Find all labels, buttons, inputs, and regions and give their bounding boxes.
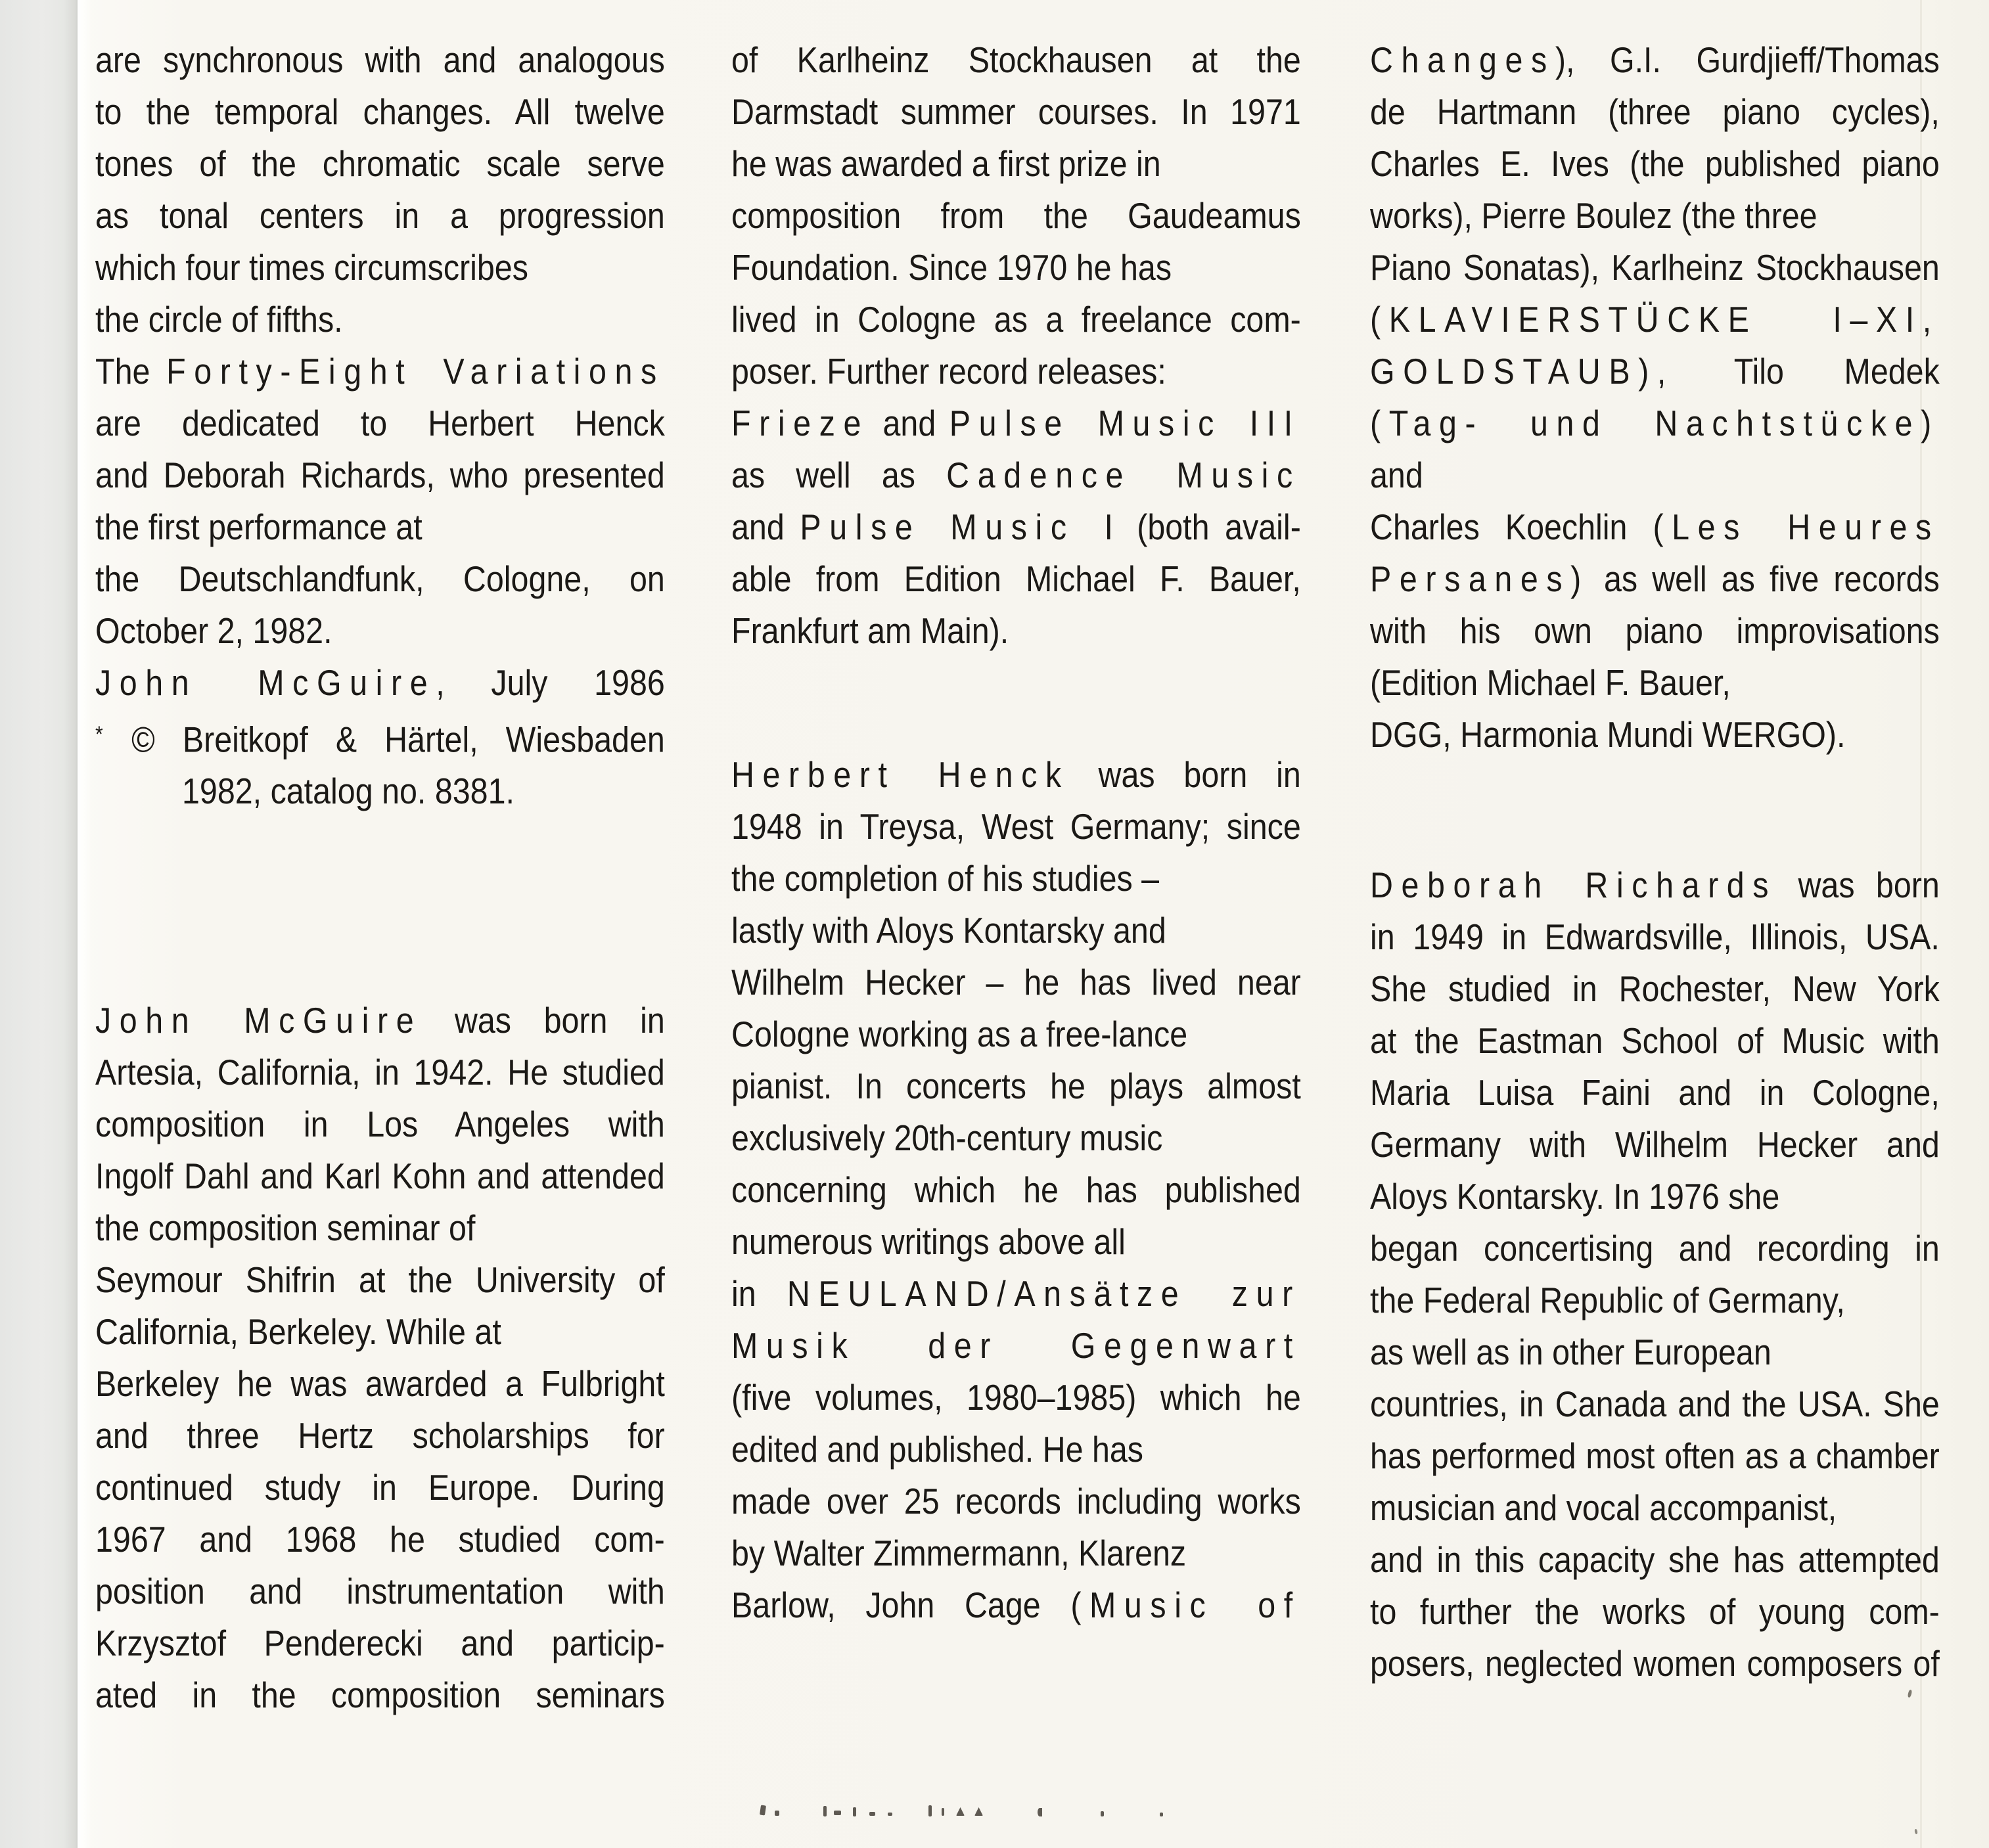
- text-line: began concertising and recording in: [1370, 1228, 1940, 1269]
- text-line: Herbert Henck was born in: [731, 754, 1301, 795]
- text-line: Ingolf Dahl and Karl Kohn and attended: [95, 1156, 665, 1197]
- text-line: lastly with Aloys Kontarsky and: [731, 910, 1166, 951]
- letterspaced-run: (Tag- und Nachtstücke): [1370, 403, 1940, 443]
- text-line: Berkeley he was awarded a Fulbright: [95, 1363, 665, 1405]
- letterspaced-run: John McGuire: [95, 662, 436, 703]
- text-line: Persanes) as well as five records: [1370, 558, 1940, 599]
- text-line: Frankfurt am Main).: [731, 610, 1009, 651]
- text-line: Cologne working as a free-lance: [731, 1014, 1188, 1054]
- text-line: posers, neglected women composers of: [1370, 1643, 1940, 1684]
- text-line: as well as in other European: [1370, 1332, 1772, 1372]
- text-line: composition in Los Angeles with: [95, 1104, 665, 1145]
- text-line: Frieze and Pulse Music III: [731, 403, 1301, 443]
- text-line: DGG, Harmonia Mundi WERGO).: [1370, 714, 1846, 755]
- text-line: continued study in Europe. During: [95, 1467, 665, 1508]
- letterspaced-run: Herbert Henck: [731, 754, 1070, 795]
- page-fold-highlight: [78, 0, 92, 1848]
- text-line: tones of the chromatic scale serve: [95, 143, 665, 184]
- text-line: as well as Cadence Music: [731, 455, 1301, 495]
- text-line: pianist. In concerts he plays almost: [731, 1066, 1301, 1106]
- letterspaced-run: Changes: [1370, 39, 1555, 80]
- text-line: Wilhelm Hecker – he has lived near: [731, 962, 1301, 1003]
- text-line: Maria Luisa Faini and in Cologne,: [1370, 1072, 1940, 1113]
- text-line: and Pulse Music I (both avail-: [731, 507, 1301, 547]
- text-line: October 2, 1982.: [95, 610, 332, 651]
- text-line: at the Eastman School of Music with: [1370, 1020, 1940, 1061]
- text-line: [1370, 294, 1940, 346]
- text-column-3: [1370, 34, 1940, 1690]
- text-line: 1967 and 1968 he studied com-: [95, 1519, 665, 1560]
- text-line: John McGuire was born in: [95, 1000, 665, 1041]
- text-line: countries, in Canada and the USA. She: [1370, 1384, 1940, 1424]
- text-line: Artesia, California, in 1942. He studied: [95, 1052, 665, 1093]
- letterspaced-run: NEULAND/Ansätze zur: [787, 1273, 1301, 1314]
- text-line: Piano Sonatas), Karlheinz Stockhausen: [1370, 247, 1940, 288]
- text-line: Darmstadt summer courses. In 1971: [731, 91, 1301, 132]
- text-line: numerous writings above all: [731, 1221, 1126, 1262]
- text-line: musician and vocal accompanist,: [1370, 1487, 1837, 1528]
- text-line: by Walter Zimmermann, Klarenz: [731, 1533, 1187, 1573]
- text-line: and in this capacity she has attempted: [1370, 1539, 1940, 1580]
- text-line: ated in the composition seminars: [95, 1675, 665, 1716]
- text-line: * © Breitkopf & Härtel, Wiesbaden: [95, 719, 665, 760]
- letterspaced-run: Cadence Music: [946, 455, 1301, 495]
- text-line: Deborah Richards was born: [1370, 865, 1940, 905]
- letterspaced-run: John McGuire: [95, 1000, 423, 1041]
- text-line: GOLDSTAUB), Tilo Medek: [1370, 351, 1940, 392]
- text-line: Krzysztof Penderecki and particip-: [95, 1623, 665, 1664]
- text-line: and Deborah Richards, who presented: [95, 455, 665, 495]
- text-line: The Forty-Eight Variations: [95, 351, 665, 392]
- text-line: to the temporal changes. All twelve: [95, 91, 665, 132]
- text-line: as tonal centers in a progression: [95, 195, 665, 236]
- letterspaced-run: (Les Heures: [1653, 507, 1940, 547]
- letterspaced-run: Forty-Eight Variations: [166, 351, 665, 392]
- text-line: Foundation. Since 1970 he has: [731, 247, 1172, 288]
- text-line: Seymour Shifrin at the University of: [95, 1259, 665, 1301]
- letterspaced-run: GOLDSTAUB),: [1370, 351, 1674, 392]
- text-line: edited and published. He has: [731, 1429, 1143, 1470]
- text-line: the completion of his studies –: [731, 858, 1160, 899]
- text-line: She studied in Rochester, New York: [1370, 968, 1940, 1009]
- text-line: composition from the Gaudeamus: [731, 195, 1301, 236]
- text-line: poser. Further record releases:: [731, 351, 1166, 392]
- text-line: Barlow, John Cage (Music of: [731, 1585, 1301, 1625]
- text-line: which four times circumscribes: [95, 247, 528, 288]
- text-line: he was awarded a first prize in: [731, 143, 1161, 184]
- footnote-asterisk: *: [95, 722, 104, 747]
- text-line: of Karlheinz Stockhausen at the: [731, 39, 1301, 80]
- text-line: 1948 in Treysa, West Germany; since: [731, 806, 1301, 847]
- text-line: the Federal Republic of Germany,: [1370, 1280, 1845, 1320]
- text-line: in NEULAND/Ansätze zur: [731, 1273, 1301, 1314]
- letterspaced-run: Pulse Music III: [949, 403, 1301, 443]
- text-line: (Edition Michael F. Bauer,: [1370, 662, 1731, 703]
- letterspaced-run: Persanes): [1370, 558, 1589, 599]
- text-line: (Tag- und Nachtstücke) and: [1370, 403, 1940, 495]
- text-line: [731, 1320, 1301, 1372]
- text-line: to further the works of young com-: [1370, 1591, 1940, 1632]
- text-line: exclusively 20th-century music: [731, 1117, 1163, 1158]
- text-line: Charles E. Ives (the published piano: [1370, 143, 1940, 184]
- text-line: the first performance at: [95, 507, 423, 547]
- text-line: are dedicated to Herbert Henck: [95, 403, 665, 443]
- text-line: Changes), G.I. Gurdjieff/Thomas: [1370, 39, 1940, 80]
- text-line: has performed most often as a chamber: [1370, 1435, 1940, 1476]
- text-line: John McGuire, July 1986: [95, 662, 665, 703]
- text-line: the composition seminar of: [95, 1207, 476, 1249]
- text-line: able from Edition Michael F. Bauer,: [731, 558, 1301, 599]
- text-line: position and instrumentation with: [95, 1571, 665, 1612]
- text-line: concerning which he has published: [731, 1169, 1301, 1210]
- text-line: lived in Cologne as a freelance com-: [731, 299, 1301, 340]
- text-line: are synchronous with and analogous: [95, 39, 665, 80]
- letterspaced-run: (Music of: [1070, 1585, 1301, 1625]
- text-line: California, Berkeley. While at: [95, 1311, 501, 1353]
- text-line: works), Pierre Boulez (the three: [1370, 195, 1818, 236]
- text-line: de Hartmann (three piano cycles),: [1370, 91, 1940, 132]
- text-line: Charles Koechlin (Les Heures: [1370, 507, 1940, 547]
- letterspaced-run: Deborah Richards: [1370, 865, 1777, 905]
- text-line: the Deutschlandfunk, Cologne, on: [95, 558, 665, 599]
- scanner-edge-strip: [0, 0, 78, 1848]
- letterspaced-run: Musik der Gegenwart: [731, 1325, 1301, 1366]
- text-line: (five volumes, 1980–1985) which he: [731, 1377, 1301, 1418]
- text-line: Germany with Wilhelm Hecker and: [1370, 1124, 1940, 1165]
- text-line: in 1949 in Edwardsville, Illinois, USA.: [1370, 916, 1940, 957]
- letterspaced-run: (KLAVIERSTÜCKE I–XI,: [1370, 299, 1940, 340]
- text-line: and three Hertz scholarships for: [95, 1415, 665, 1456]
- letterspaced-run: Pulse Music I: [800, 507, 1122, 547]
- text-line: made over 25 records including works: [731, 1481, 1301, 1521]
- text-column-1: [95, 34, 665, 1721]
- letterspaced-run: Frieze: [731, 403, 869, 443]
- text-line: with his own piano improvisations: [1370, 610, 1940, 651]
- cutoff-text-fragment: [759, 1801, 1193, 1818]
- text-line: the circle of fifths.: [95, 299, 343, 340]
- text-line: 1982, catalog no. 8381.: [182, 771, 514, 812]
- text-column-2: [731, 34, 1301, 1631]
- text-line: Aloys Kontarsky. In 1976 she: [1370, 1176, 1780, 1217]
